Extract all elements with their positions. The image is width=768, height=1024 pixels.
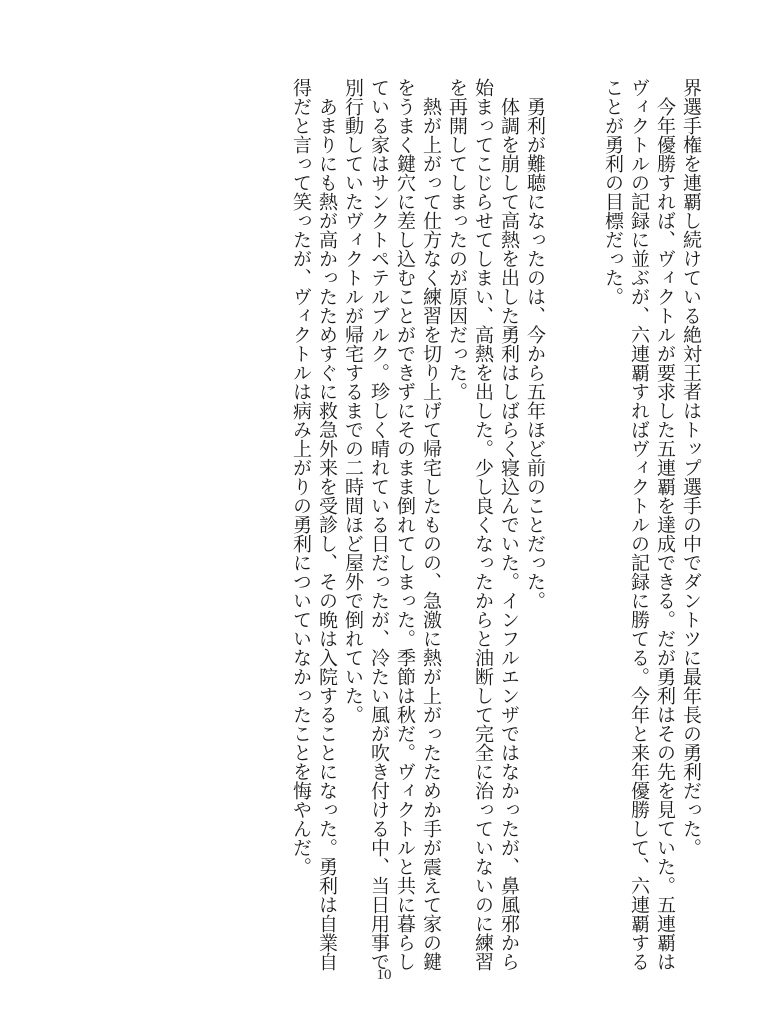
text-line: 始まってこじらせてしまい、高熱を出した。少し良くなったからと油断して完全に治っていないのに練習 [472, 78, 494, 971]
text-line: ヴィクトルの記録に並ぶが、六連覇すればヴィクトルの記録に勝てる。今年と来年優勝して、六連覇する [628, 78, 650, 971]
text-line: 界選手権を連覇し続けている絶対王者はトップ選手の中でダントツに最年長の勇利だった。 [680, 78, 702, 857]
text-line: 別行動していたヴィクトルが帰宅するまでの二時間ほど屋外で倒れていた。 [342, 78, 364, 724]
text-line: 得だと言って笑ったが、ヴィクトルは病み上がりの勇利についていなかったことを悔やんだ。 [290, 78, 312, 876]
text-line: 熱が上がって仕方なく練習を切り上げて帰宅したものの、急激に熱が上がったためか手が震えて家の鍵 [420, 78, 442, 971]
paragraph-gap [548, 78, 574, 944]
text-line: 今年優勝すれば、ヴィクトルが要求した五連覇を達成できる。だが勇利はその先を見ていた。五連覇は [654, 78, 676, 971]
text-line: ている家はサンクトペテルブルク。珍しく晴れている日だったが、冷たい風が吹き付ける中、当日用事で [368, 78, 390, 971]
text-line: あまりにも熱が高かったためすぐに救急外来を受診し、その晩は入院することになった。勇利は自業自 [316, 78, 338, 971]
paragraph-gap [574, 78, 600, 944]
text-line: 勇利が難聴になったのは、今から五年ほど前のことだった。 [524, 78, 546, 610]
page-number: 10 [376, 967, 392, 983]
text-line: をうまく鍵穴に差し込むことができずにそのまま倒れてしまった。季節は秋だ。ヴィクトルと共に暮らし [394, 78, 416, 971]
text-line: を再開してしまったのが原因だった。 [446, 78, 468, 401]
text-line: 体調を崩して高熱を出した勇利はしばらく寝込んでいた。インフルエンザではなかったが、鼻風邪から [498, 78, 520, 971]
text-line: ことが勇利の目標だった。 [602, 78, 624, 306]
vertical-text-body [288, 78, 704, 971]
